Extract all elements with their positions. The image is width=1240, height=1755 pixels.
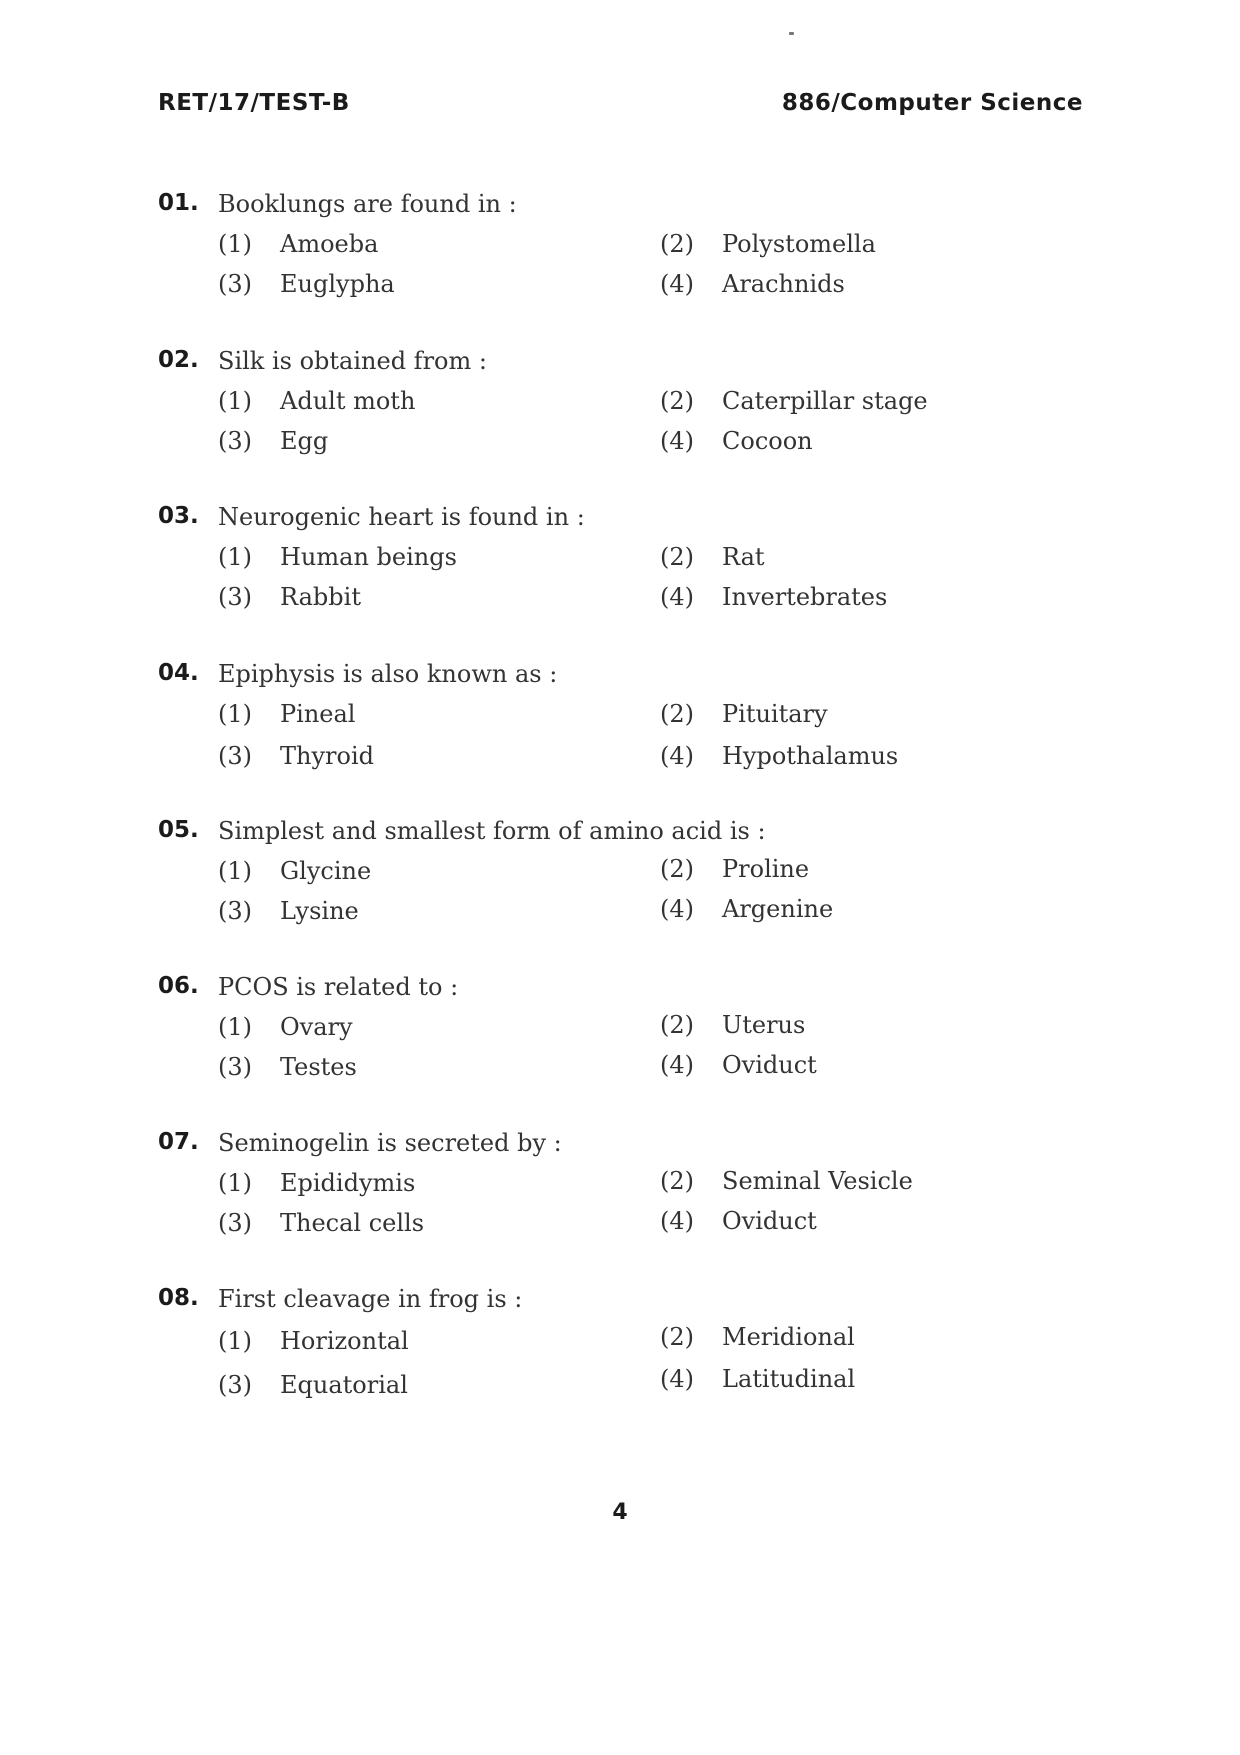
option-text: Amoeba [280,230,379,258]
question-number: 01. [158,190,199,216]
option-3 [218,583,361,611]
subject-code: 886/Computer Science [781,90,1083,116]
option-text: Oviduct [722,1051,817,1079]
option-1 [218,1169,415,1197]
option-number: (1) [218,857,252,885]
option-4 [660,270,845,298]
option-3 [218,742,374,770]
option-number: (1) [218,1013,252,1041]
option-4 [660,742,898,770]
option-2 [660,700,828,728]
option-number: (3) [218,1209,252,1237]
option-number: (1) [218,387,252,415]
option-number: (2) [660,700,694,728]
option-text: Thyroid [280,742,374,770]
option-text: Oviduct [722,1207,817,1235]
question-number: 04. [158,660,199,686]
question-number: 07. [158,1129,199,1155]
option-1 [218,543,457,571]
option-number: (3) [218,427,252,455]
question-04 [158,660,1038,790]
option-number: (3) [218,583,252,611]
option-number: (4) [660,583,694,611]
option-2 [660,855,809,883]
option-text: Polystomella [722,230,876,258]
option-text: Testes [280,1053,357,1081]
option-1 [218,1013,353,1041]
option-number: (2) [660,230,694,258]
option-1 [218,1327,409,1355]
option-number: (2) [660,543,694,571]
option-number: (2) [660,1011,694,1039]
option-4 [660,427,813,455]
option-text: Invertebrates [722,583,888,611]
question-08 [158,1285,1038,1415]
option-4 [660,583,887,611]
option-number: (3) [218,1371,252,1399]
question-03 [158,503,1038,633]
option-text: Seminal Vesicle [722,1167,913,1195]
question-number: 06. [158,973,199,999]
option-1 [218,857,371,885]
question-number: 03. [158,503,199,529]
option-3 [218,1209,424,1237]
question-05 [158,817,1038,947]
option-text: Ovary [280,1013,353,1041]
question-text: PCOS is related to : [218,973,459,1001]
option-number: (1) [218,230,252,258]
page-number: 4 [612,1500,628,1525]
option-text: Rabbit [280,583,361,611]
option-text: Human beings [280,543,457,571]
question-02 [158,347,1038,477]
option-3 [218,427,328,455]
option-number: (2) [660,1323,694,1351]
option-1 [218,700,355,728]
option-3 [218,1371,408,1399]
question-text: Seminogelin is secreted by : [218,1129,562,1157]
option-2 [660,1323,855,1351]
question-07 [158,1129,1038,1259]
option-number: (4) [660,742,694,770]
option-4 [660,895,833,923]
option-text: Pituitary [722,700,828,728]
option-text: Glycine [280,857,372,885]
option-number: (4) [660,1365,694,1393]
option-number: (2) [660,855,694,883]
option-text: Cocoon [722,427,813,455]
option-number: (2) [660,387,694,415]
option-number: (1) [218,543,252,571]
option-text: Latitudinal [722,1365,856,1393]
option-text: Uterus [722,1011,806,1039]
option-text: Horizontal [280,1327,409,1355]
option-number: (4) [660,895,694,923]
option-text: Rat [722,543,765,571]
option-text: Egg [280,427,329,455]
option-2 [660,387,928,415]
question-number: 08. [158,1285,199,1311]
question-number: 05. [158,817,199,843]
option-3 [218,897,359,925]
option-text: Epididymis [280,1169,416,1197]
option-3 [218,1053,357,1081]
option-2 [660,1167,913,1195]
test-code: RET/17/TEST-B [158,90,350,116]
option-number: (3) [218,742,252,770]
question-text: Booklungs are found in : [218,190,517,218]
option-2 [660,1011,805,1039]
option-4 [660,1207,817,1235]
option-3 [218,270,395,298]
option-text: Proline [722,855,810,883]
option-text: Lysine [280,897,359,925]
option-number: (4) [660,270,694,298]
option-number: (1) [218,1169,252,1197]
option-number: (4) [660,1051,694,1079]
option-1 [218,230,378,258]
option-text: Euglypha [280,270,395,298]
option-number: (4) [660,427,694,455]
scan-speck [789,32,794,35]
question-text: First cleavage in frog is : [218,1285,523,1313]
option-text: Meridional [722,1323,855,1351]
option-number: (3) [218,270,252,298]
option-number: (1) [218,700,252,728]
page-header [158,90,1083,124]
option-text: Equatorial [280,1371,408,1399]
option-number: (3) [218,1053,252,1081]
question-text: Silk is obtained from : [218,347,487,375]
option-4 [660,1365,855,1393]
option-text: Pineal [280,700,356,728]
question-text: Neurogenic heart is found in : [218,503,585,531]
option-2 [660,543,765,571]
question-text: Epiphysis is also known as : [218,660,558,688]
option-text: Adult moth [280,387,416,415]
option-text: Arachnids [722,270,845,298]
question-number: 02. [158,347,199,373]
option-number: (1) [218,1327,252,1355]
option-text: Thecal cells [280,1209,425,1237]
question-01 [158,190,1038,320]
option-text: Hypothalamus [722,742,899,770]
option-2 [660,230,876,258]
option-number: (3) [218,897,252,925]
option-4 [660,1051,817,1079]
question-06 [158,973,1038,1103]
option-1 [218,387,415,415]
question-text: Simplest and smallest form of amino acid is : [218,817,766,845]
option-text: Caterpillar stage [722,387,928,415]
option-text: Argenine [722,895,834,923]
option-number: (4) [660,1207,694,1235]
option-number: (2) [660,1167,694,1195]
